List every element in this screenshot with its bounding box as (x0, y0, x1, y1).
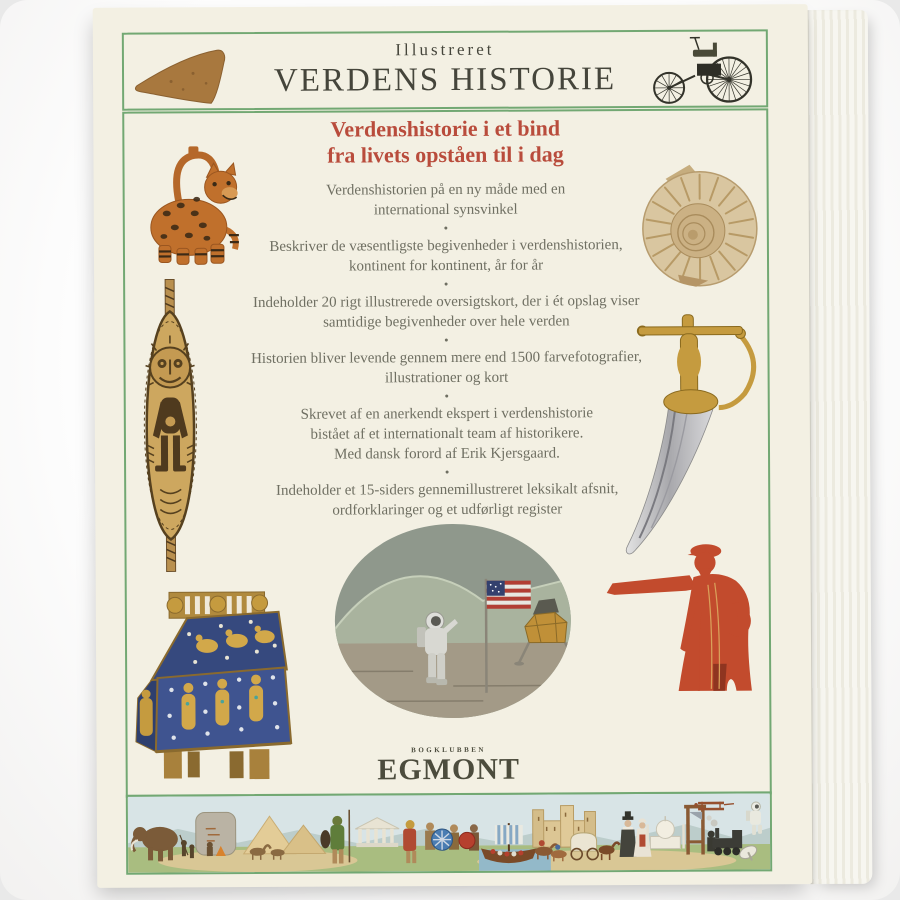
bullet-line: Indeholder 20 rigt illustrerede oversigtskort, der i ét opslag viser (252, 293, 640, 312)
bullet-line: Beskriver de væsentligste begivenheder i verdenshistorien, (269, 237, 623, 255)
bullet-line: ordforklaringer og et udførligt register (332, 501, 563, 519)
bullet-line: Historien bliver levende gennem mere end 1500 farvefotografier, (251, 348, 643, 368)
gope-board-icon (127, 277, 214, 573)
separator-dot-icon: ● (443, 224, 448, 233)
book-back-cover (93, 4, 813, 888)
bullet-line: illustrationer og kort (384, 369, 509, 387)
separator-dot-icon: ● (444, 392, 449, 401)
moon-landing-photo (332, 520, 573, 721)
publisher-logo (126, 744, 772, 788)
benz-motorwagen-icon (649, 33, 757, 106)
series-label: Illustreret (395, 39, 495, 60)
jaguar-vessel-icon (136, 143, 245, 266)
bullet-line: Med dansk forord af Erik Kjersgaard. (334, 445, 560, 463)
flint-axe-icon (131, 43, 231, 110)
book-title: VERDENS HISTORIE (273, 61, 617, 99)
bullet-line: Skrevet af en anerkendt ekspert i verdenshistorie (300, 405, 594, 423)
publisher-imprint: BOGKLUBBEN (411, 745, 486, 755)
lenin-poster-icon (601, 534, 774, 697)
separator-dot-icon: ● (444, 336, 449, 345)
bullet-line: samtidige begivenheder over hele verden (323, 313, 570, 331)
ammonite-fossil-icon (637, 160, 764, 289)
book-page-edges (806, 10, 873, 884)
headline-line: Verdenshistorie i et bind (330, 115, 561, 142)
bullet-line: kontinent for kontinent, år for år (348, 257, 544, 275)
bullet-line: Indeholder et 15-siders gennemillustreret leksikalt afsnit, (275, 481, 619, 499)
separator-dot-icon: ● (444, 468, 450, 477)
bullet-line: bistået af et internationalt team af historikere. (310, 425, 584, 443)
history-frieze-illustration (128, 793, 770, 872)
publisher-name: EGMONT (377, 752, 521, 787)
separator-dot-icon: ● (443, 280, 449, 289)
curved-dagger-icon (616, 309, 767, 560)
headline-line: fra livets opståen til i dag (327, 141, 564, 168)
history-frieze (126, 791, 772, 874)
bullet-line: Verdenshistorien på en ny måde med en (326, 181, 566, 199)
bullet-line: international synsvinkel (373, 201, 518, 219)
